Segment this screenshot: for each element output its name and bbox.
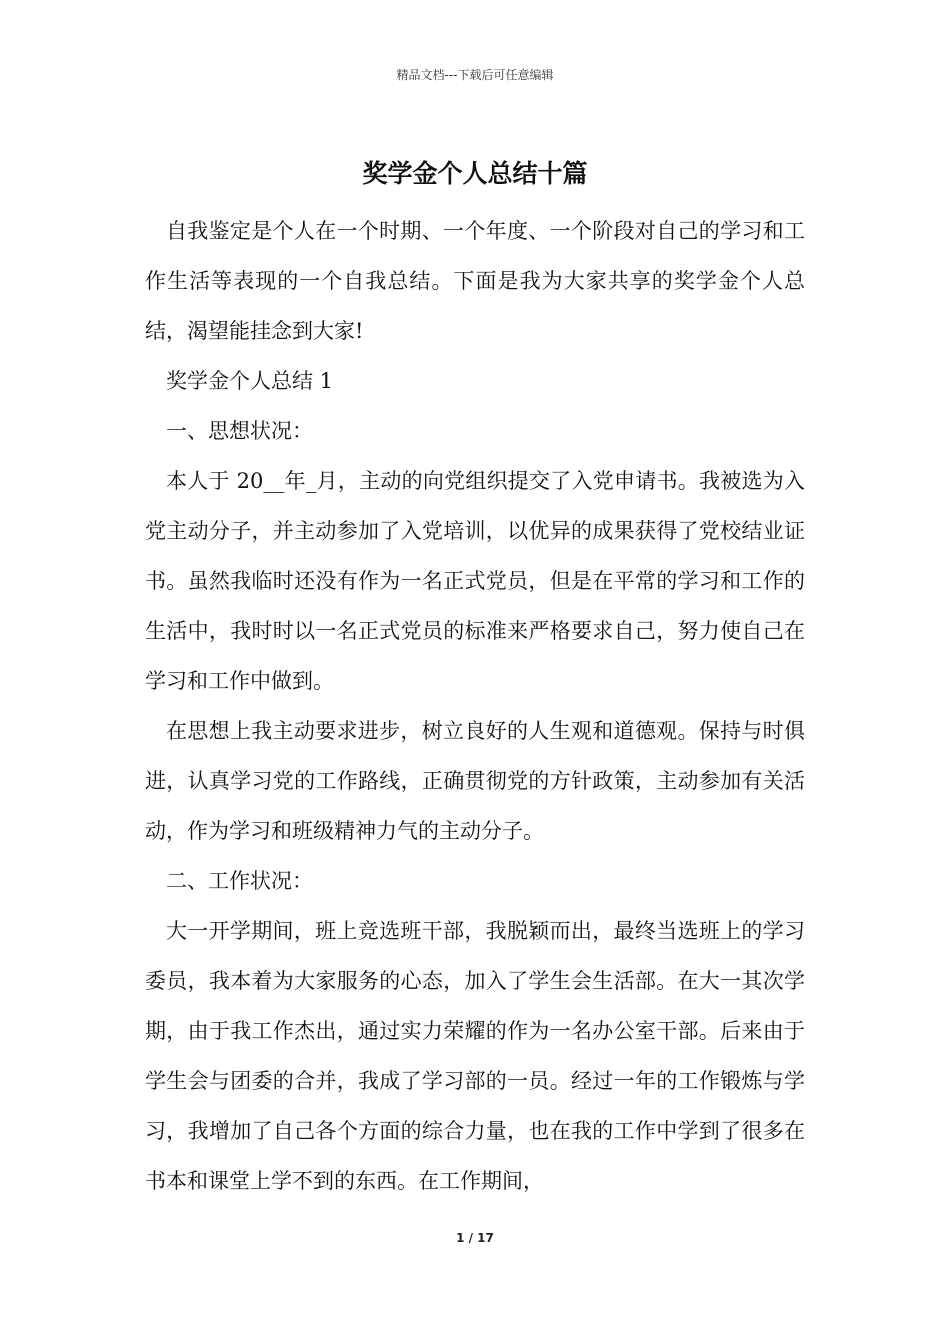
- document-body: [145, 206, 805, 1206]
- section-heading-summary-1: 奖学金个人总结 1: [166, 369, 334, 393]
- paragraph-work-experience: 大一开学期间，班上竞选班干部，我脱颖而出，最终当选班上的学习委员，我本着为大家服务的心态，加入了学生会生活部。在大一其次学期，由于我工作杰出，通过实力荣耀的作为一名办公室干部。后来由于学生会与团委的合并，我成了学习部的一员。经过一年的工作锻炼与学习，我增加了自己各个方面的综合力量，也在我的工作中学到了很多在书本和课堂上学不到的东西。在工作期间，: [145, 919, 805, 1193]
- document-title: 奖学金个人总结十篇: [362, 159, 588, 188]
- paragraph-intro: 自我鉴定是个人在一个时期、一个年度、一个阶段对自己的学习和工作生活等表现的一个自我总结。下面是我为大家共享的奖学金个人总结，渴望能挂念到大家!: [145, 219, 805, 343]
- page-header-note: 精品文档---下载后可任意编辑: [396, 68, 554, 82]
- section-heading-work: 二、工作状况：: [166, 869, 313, 893]
- section-heading-ideology: 一、思想状况：: [166, 419, 313, 443]
- page-number: 1 / 17: [456, 1231, 494, 1245]
- paragraph-party-application: 本人于 20__年_月，主动的向党组织提交了入党申请书。我被选为入党主动分子，并主动参加了入党培训，以优异的成果获得了党校结业证书。虽然我临时还没有作为一名正式党员，但是在平常的学习和工作的生活中，我时时以一名正式党员的标准来严格要求自己，努力使自己在学习和工作中做到。: [145, 469, 805, 693]
- paragraph-ideological-progress: 在思想上我主动要求进步，树立良好的人生观和道德观。保持与时俱进，认真学习党的工作路线，正确贯彻党的方针政策，主动参加有关活动，作为学习和班级精神力气的主动分子。: [145, 719, 805, 843]
